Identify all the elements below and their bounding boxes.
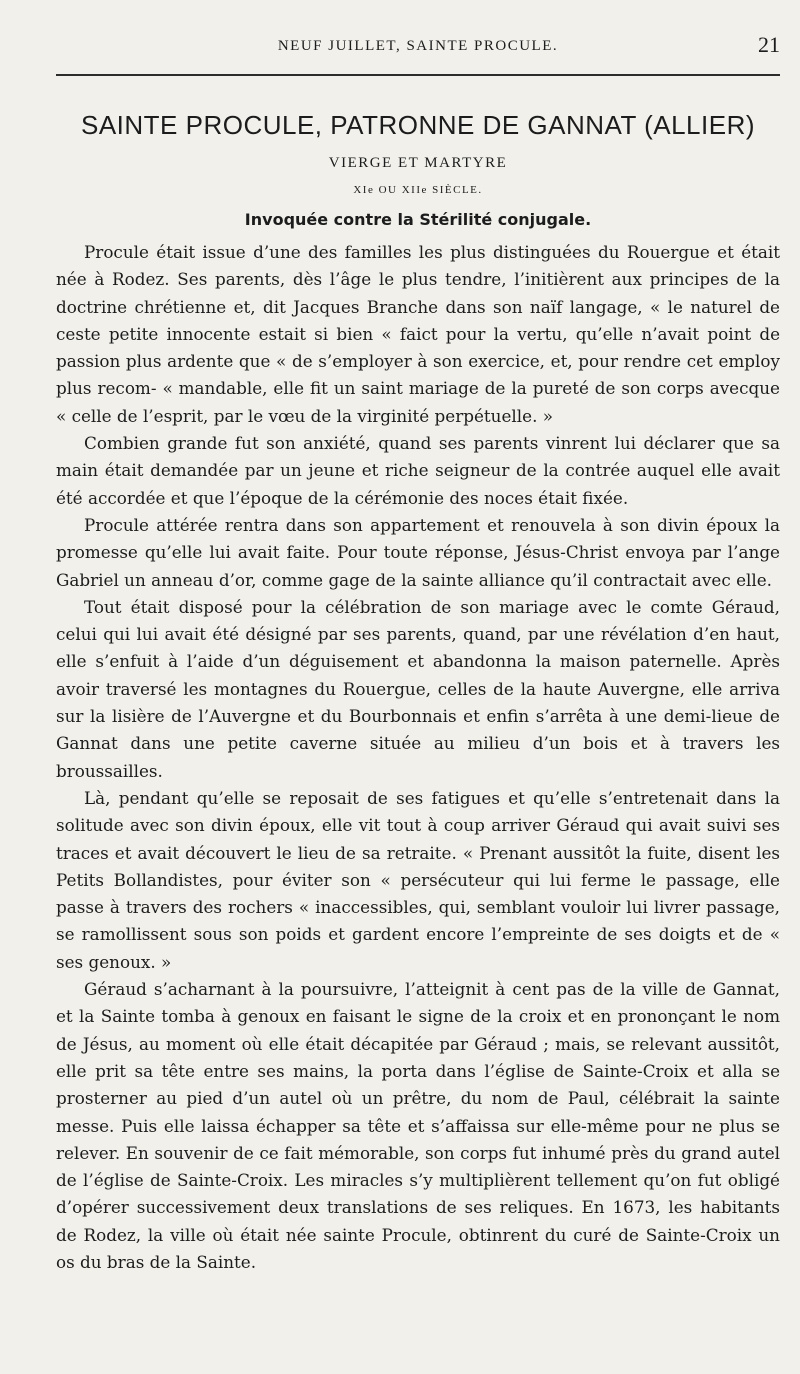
paragraph: Procule attérée rentra dans son appartement et renouvela à son divin époux la promesse qu’elle lui avait faite. Pour toute réponse, Jésus-Christ envoya par l’ange Gabriel un anneau d’or, comme gage de la sainte alliance qu’il contractait avec elle. [56,514,780,590]
paragraph: Procule était issue d’une des familles les plus distinguées du Rouergue et était née à Rodez. Ses parents, dès l’âge le plus tendre, l’initièrent aux principes de la doctrine chrétienne et, dit Jacques Branche dans son naïf langage, « le naturel de ceste petite innocente estait si bien « faict pour la vertu, qu’elle n’avait point de passion plus ardente que « de s’employer à son exercice, et, pour rendre cet employ plus recom- « mandable, elle fit un saint mariage de la pureté de son corps avecque « celle de l’esprit, par le vœu de la virginité perpétuelle. » [56,242,780,426]
paragraph: Géraud s’acharnant à la poursuivre, l’atteignit à cent pas de la ville de Gannat, et la Sainte tomba à genoux en faisant le signe de la croix et en prononçant le nom de Jésus, au moment où elle était décapitée par Géraud ; mais, se relevant aussitôt, elle prit sa tête entre ses mains, la porta dans l’église de Sainte-Croix et alla se prosterner au pied d’un autel où un prêtre, du nom de Paul, célébrait la sainte messe. Puis elle laissa échapper sa tête et s’affaissa sur elle-même pour ne plus se relever. En souvenir de ce fait mémorable, son corps fut inhumé près du grand autel de l’église de Sainte-Croix. Les miracles s’y multiplièrent tellement qu’on fut obligé d’opérer successivement deux translations de ses reliques. En 1673, les habitants de Rodez, la ville où était née sainte Procule, obtinrent du curé de Sainte-Croix un os du bras de la Sainte. [56,979,780,1272]
running-head-title: NEUF JUILLET, SAINTE PROCULE. [277,38,559,54]
invocation-line: Invoquée contre la Stérilité conjugale. [244,210,592,229]
paragraph: Tout était disposé pour la célébration de son mariage avec le comte Géraud, celui qui lui avait été désigné par ses parents, quand, par une révélation d’en haut, elle s’enfuit à l’aide d’un déguisement et abandonna la maison paternelle. Après avoir traversé les montagnes du Rouergue, celles de la haute Auvergne, elle arriva sur la lisière de l’Auvergne et du Bourbonnais et enfin s’arrêta à une demi-lieue de Gannat dans une petite caverne située au milieu d’un bois et à travers les broussailles. [56,596,780,781]
paragraph: Là, pendant qu’elle se reposait de ses fatigues et qu’elle s’entretenait dans la solitude avec son divin époux, elle vit tout à coup arriver Géraud qui avait suivi ses traces et avait découvert le lieu de sa retraite. « Prenant aussitôt la fuite, disent les Petits Bollandistes, pour éviter son « persécuteur qui lui ferme le passage, elle passe à travers des rochers « inaccessibles, qui, semblant vouloir lui livrer passage, se ramollissent sous son poids et gardent encore l’empreinte de ses doigts et de « ses genoux. » [56,787,780,972]
page [56,32,780,1276]
page-number: 21 [758,32,780,57]
running-head [56,32,780,68]
header-rule [56,74,780,76]
chapter-title: SAINTE PROCULE, PATRONNE DE GANNAT (ALLIER) [80,110,756,140]
paragraph: Combien grande fut son anxiété, quand ses parents vinrent lui déclarer que sa main était demandée par un jeune et riche seigneur de la contrée auquel elle avait été accordée et que l’époque de la cérémonie des noces était fixée. [56,433,780,508]
body-text [56,239,780,1276]
century-line: XIe OU XIIe SIÈCLE. [353,184,483,196]
chapter-subtitle: VIERGE ET MARTYRE [328,155,508,171]
